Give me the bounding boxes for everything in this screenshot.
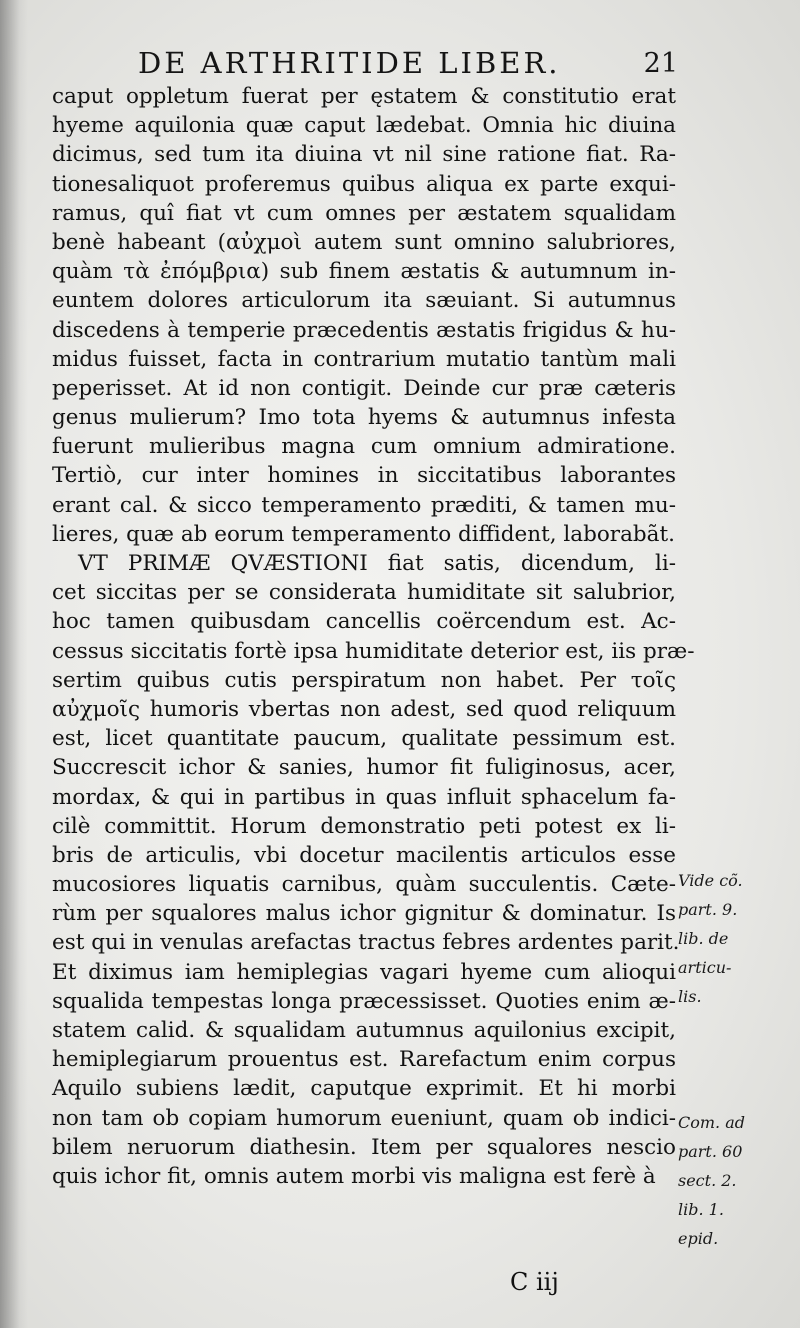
text-line: genus mulierum? Imo tota hyems & autumnus infesta — [52, 405, 676, 431]
text-line: statem calid. & squalidam autumnus aquilonius excipit, — [52, 1018, 676, 1043]
text-line: tionesaliquot proferemus quibus aliqua ex parte exqui- — [52, 171, 676, 197]
margin-note-line: epid. — [678, 1229, 719, 1248]
text-line: hemiplegiarum prouentus est. Rarefactum enim corpus — [52, 1047, 676, 1073]
text-line: non tam ob copiam humorum eueniunt, quam ob indici- — [52, 1105, 676, 1131]
text-line: hoc tamen quibusdam cancellis coërcendum est. Ac- — [52, 609, 676, 635]
text-line: est qui in venulas arefactas tractus febres ardentes parit. — [52, 930, 680, 956]
text-line: est, licet quantitate paucum, qualitate pessimum est. — [52, 726, 676, 752]
margin-note — [678, 866, 796, 1011]
running-head: DE ARTHRITIDE LIBER. — [138, 46, 561, 80]
text-line: euntem dolores articulorum ita sæuiant. Si autumnus — [52, 288, 676, 314]
margin-note-line: sect. 2. — [678, 1171, 737, 1190]
text-line: mucosiores liquatis carnibus, quàm succulentis. Cæte- — [52, 872, 676, 898]
text-line: Succrescit ichor & sanies, humor fit fuliginosus, acer, — [52, 755, 676, 781]
text-line: midus fuisset, facta in contrarium mutatio tantùm mali — [52, 346, 676, 372]
text-line: rùm per squalores malus ichor gignitur & dominatur. Is — [52, 901, 676, 927]
text-line: benè habeant (αὐχμοὶ autem sunt omnino salubriores, — [52, 229, 676, 255]
text-line: caput oppletum fuerat per ęstatem & constitutio erat — [52, 84, 676, 109]
text-line: VT PRIMÆ QVÆSTIONI fiat satis, dicendum, li- — [78, 551, 676, 576]
text-line: mordax, & qui in partibus in quas influit sphacelum fa- — [52, 784, 676, 810]
margin-note-line: lib. 1. — [678, 1200, 724, 1219]
text-line: Tertiò, cur inter homines in siccitatibus laborantes — [52, 463, 676, 489]
margin-note-line: Vide cõ. — [678, 871, 743, 890]
body-text — [52, 82, 695, 1191]
text-line: bris de articulis, vbi docetur macilentis articulos esse — [52, 842, 676, 868]
text-line: fuerunt mulieribus magna cum omnium admiratione. — [52, 434, 676, 460]
text-line: αὐχμοῖς humoris vbertas non adest, sed quod reliquum — [52, 696, 676, 722]
binding-shadow — [0, 0, 28, 1328]
margin-note-line: articu- — [678, 958, 732, 977]
signature-mark: C iij — [510, 1268, 559, 1296]
text-line: cilè committit. Horum demonstratio peti potest ex li- — [52, 813, 676, 839]
text-line: dicimus, sed tum ita diuina vt nil sine ratione fiat. Ra- — [52, 142, 676, 168]
text-line: peperisset. At id non contigit. Deinde cur præ cæteris — [52, 375, 676, 401]
text-line: Aquilo subiens lædit, caputque exprimit. Et hi morbi — [52, 1076, 676, 1102]
text-line: cet siccitas per se considerata humiditate sit salubrior, — [52, 580, 676, 606]
text-line: sertim quibus cutis perspiratum non habet. Per τοῖς — [52, 667, 676, 693]
text-line: cessus siccitatis fortè ipsa humiditate deterior est, iis præ- — [52, 638, 695, 664]
text-line: Et diximus iam hemiplegias vagari hyeme cum alioqui — [52, 959, 676, 985]
margin-note-line: lis. — [678, 987, 702, 1006]
margin-note-line: Com. ad — [678, 1113, 745, 1132]
page-number: 21 — [643, 48, 678, 79]
margin-note-line: part. 9. — [678, 900, 738, 919]
text-line: hyeme aquilonia quæ caput lædebat. Omnia hic diuina — [52, 113, 676, 139]
text-line: quàm τὰ ἐπόμβρια) sub finem æstatis & autumnum in- — [52, 259, 676, 285]
text-line: ramus, quî fiat vt cum omnes per æstatem squalidam — [52, 200, 676, 226]
text-line: discedens à temperie præcedentis æstatis frigidus & hu- — [52, 317, 676, 343]
margin-note — [678, 1108, 796, 1253]
text-line: bilem neruorum diathesin. Item per squalores nescio — [52, 1134, 676, 1160]
margin-note-line: part. 60 — [678, 1142, 743, 1161]
text-line: quis ichor fit, omnis autem morbi vis maligna est ferè à — [52, 1163, 656, 1189]
text-line: squalida tempestas longa præcessisset. Quoties enim æ- — [52, 988, 676, 1014]
margin-note-line: lib. de — [678, 929, 729, 948]
page-header — [138, 46, 678, 86]
text-line: erant cal. & sicco temperamento præditi, & tamen mu- — [52, 492, 676, 518]
text-line: lieres, quæ ab eorum temperamento diffident, laborabãt. — [52, 521, 675, 547]
